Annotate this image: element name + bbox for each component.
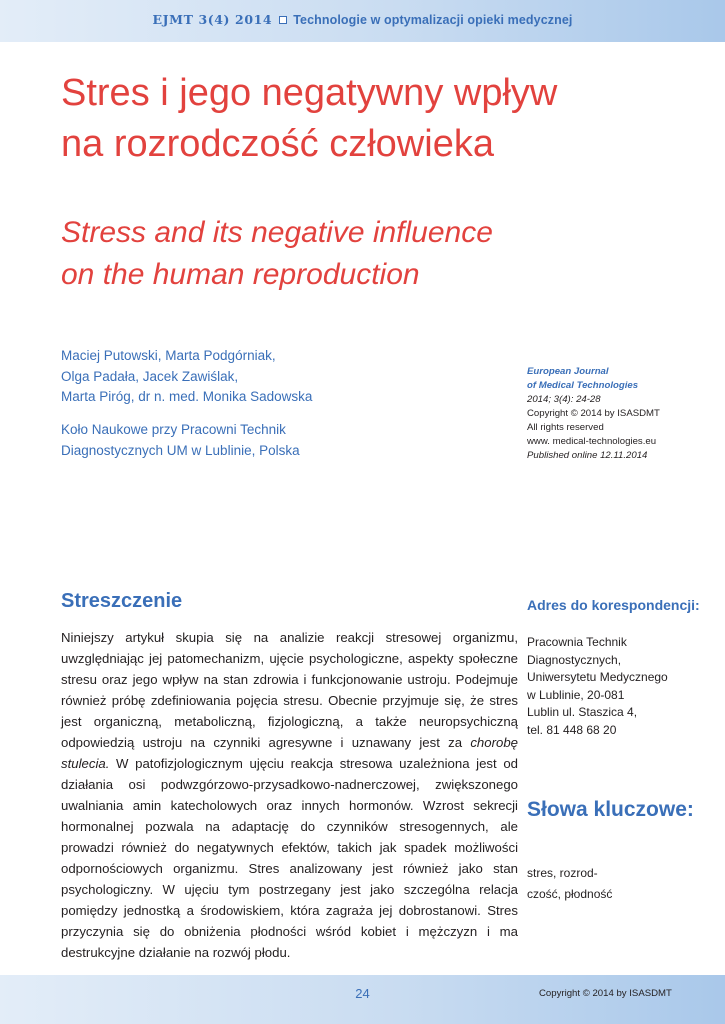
title-english-line-1: Stress and its negative influence [61,216,493,249]
author-line: Marta Piróg, dr n. med. Monika Sadowska [61,389,313,404]
square-bullet-icon [279,16,287,24]
correspondence-address [527,634,717,740]
address-line: tel. 81 448 68 20 [527,722,617,737]
journal-website: www. medical-technologies.eu [527,436,657,447]
affiliation-line: Koło Naukowe przy Pracowni Technik [61,422,286,437]
keyword-line: czość, płodność [527,886,613,901]
author-line: Maciej Putowski, Marta Podgórniak, [61,348,276,363]
page-number: 24 [355,986,370,1001]
abstract-text-emphasis: chorobę stulecia. [61,735,518,771]
correspondence-heading: Adres do korespondencji: [527,597,700,613]
keywords-list [527,863,717,904]
abstract-text [61,627,518,963]
running-header [0,12,725,27]
address-line: Diagnostycznych, [527,652,622,667]
journal-copyright: Copyright © 2014 by ISASDMT [527,408,660,419]
journal-rights: All rights reserved [527,422,604,433]
abstract-text-part-1: Niniejszy artykuł skupia się na analizie reakcji stresowej organizmu, uwzględniając jej patomechanizm, ujęcie psychologiczne, aspekty społeczne stresu oraz jego wpływ na stan zdrowia i funkcjonowanie ustroju. Podejmuje również próbę zdefiniowania pojęcia stresu. Obecnie przyjmuje się, że stres jest organiczną, metaboliczną, fizjologiczną, a także neuropsychiczną odpowiedzią ustroju na czynniki agresywne i uznawany jest za [61,630,518,750]
abstract-text-part-2: W patofizjologicznym ujęciu reakcja stresowa uzależniona jest od działania osi podwzgórzowo-przysadkowo-nadnerczowej, zwiększonego uwalniania amin katecholowych oraz innych hormonów. Wzrost sekrecji hormonalnej pozwala na adaptację do czynników stresogennych, ale prowadzi również do negatywnych efektów, takich jak spadek możliwości odpornościowych organizmu. Stres analizowany jest również jako stan psychologiczny. W ujęciu tym postrzegany jest jako szczególna relacja pomiędzy jednostką a środowiskiem, która zagraża jej dobrostanowi. Stres przyczynia się do obniżenia płodności wśród kobiet i mężczyzn i ma destrukcyjne działanie na rozwój płodu. [61,756,518,960]
affiliation-line: Diagnostycznych UM w Lublinie, Polska [61,442,300,458]
title-polish-line-2: na rozrodczość człowieka [61,123,494,165]
journal-info [527,365,717,463]
title-english [61,212,681,296]
journal-name-line-2: of Medical Technologies [527,380,639,391]
keywords-heading: Słowa kluczowe: [527,798,694,821]
abstract-heading: Streszczenie [61,590,183,612]
author-line: Olga Padała, Jacek Zawiślak, [61,368,239,384]
journal-published-date: Published online 12.11.2014 [527,450,648,461]
title-polish [61,68,681,170]
address-line: w Lublinie, 20-081 [527,687,625,702]
title-polish-line-1: Stres i jego negatywny wpływ [61,72,558,114]
footer-copyright: Copyright © 2014 by ISASDMT [539,988,672,999]
address-line: Lublin ul. Staszica 4, [527,705,638,720]
address-line: Pracownia Technik [527,635,627,649]
journal-name-line-1: European Journal [527,366,609,377]
address-line: Uniwersytetu Medycznego [527,670,668,685]
keyword-line: stres, rozrod- [527,866,598,880]
journal-issue-label: EJMT 3(4) 2014 [152,12,273,27]
journal-citation: 2014; 3(4): 24-28 [527,394,601,405]
title-english-line-2: on the human reproduction [61,258,420,291]
affiliation [61,420,461,461]
author-list [61,346,461,408]
section-label: Technologie w optymalizacji opieki medycznej [293,13,573,27]
